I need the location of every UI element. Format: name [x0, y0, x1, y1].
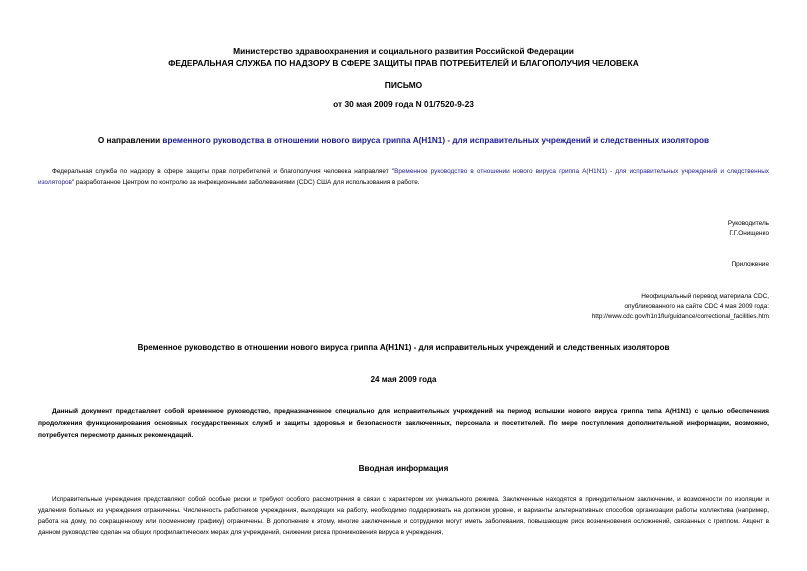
service-name: ФЕДЕРАЛЬНАЯ СЛУЖБА ПО НАДЗОРУ В СФЕРЕ ЗАЩИТЫ ПРАВ ПОТРЕБИТЕЛЕЙ И БЛАГОПОЛУЧИЯ ЧЕЛОВЕКА — [168, 58, 639, 68]
document-date-number: от 30 мая 2009 года N 01/7520-9-23 — [333, 99, 474, 109]
intro-text-part2: " разработанное Центром по контролю за инфекционными заболеваниями (CDC) США для использования в работе. — [71, 179, 420, 186]
section-body: Исправительные учреждения представляют собой особые риски и требуют особого рассмотрения в связи с характером их уникального режима. Заключенные находятся в принудительном заключении, и возможности по изоляции и удаления больных из учреждения ограничены. Численность работников учреждения, выходящих на работу, необходимо поддерживать на должном уровне, и варианты альтернативных способов организации работы коллектива (например, работа на дому, по сокращенному или посменному графику) ограничены. В дополнение к этому, многие заключенные и сотрудники могут иметь заболевания, повышающие риск возникновения осложнений, связанных с гриппом. Акцент в данном руководстве сделан на общих профилактических мерах для учреждений, снижении риска проникновения вируса в учреждения, — [38, 496, 769, 536]
signature-name: Г.Г.Онищенко — [729, 230, 769, 237]
translation-note-line1: Неофициальный перевод материала CDC, — [641, 293, 769, 300]
guidance-title: Временное руководство в отношении нового вируса гриппа A(H1N1) - для исправительных учреждений и следственных изоляторов — [137, 343, 670, 352]
guidance-date: 24 мая 2009 года — [370, 375, 437, 384]
subject-prefix: О направлении — [97, 136, 163, 145]
intro-paragraph — [38, 166, 769, 188]
translation-note-url: http://www.cdc.gov/h1n1flu/guidance/correctional_facilities.htm — [591, 313, 769, 320]
intro-text-part1: Федеральная служба по надзору в сфере защиты прав потребителей и благополучия человека направляет " — [52, 168, 395, 175]
intro-guidance-link[interactable]: Временное руководство в отношении нового вируса гриппа A(H1N1) - для исправительных учреждений и следственных изоляторов — [38, 168, 769, 186]
document-subject — [0, 135, 807, 147]
subject-link[interactable]: временного руководства в отношении нового вируса гриппа A(H1N1) - для исправительных учреждений и следственных изоляторов — [162, 136, 710, 145]
section-heading: Вводная информация — [358, 464, 449, 473]
signature-title: Руководитель — [727, 220, 769, 227]
translation-note-line2: опубликованного на сайте CDC 4 мая 2009 года: — [624, 303, 769, 310]
document-type: ПИСЬМО — [384, 80, 423, 90]
ministry-name: Министерство здравоохранения и социального развития Российской Федерации — [233, 46, 574, 56]
guidance-summary: Данный документ представляет собой временное руководство, предназначенное специально для исправительных учреждений на период вспышки нового вируса гриппа типа A(H1N1) с целью обеспечения продолжения функционирования основных государственных служб и защиты здоровья и безопасности заключенных, персонала и посетителей. По мере поступления дополнительной информации, возможно, потребуется пересмотр данных рекомендаций. — [38, 408, 769, 439]
appendix-label: Приложение — [731, 261, 769, 268]
